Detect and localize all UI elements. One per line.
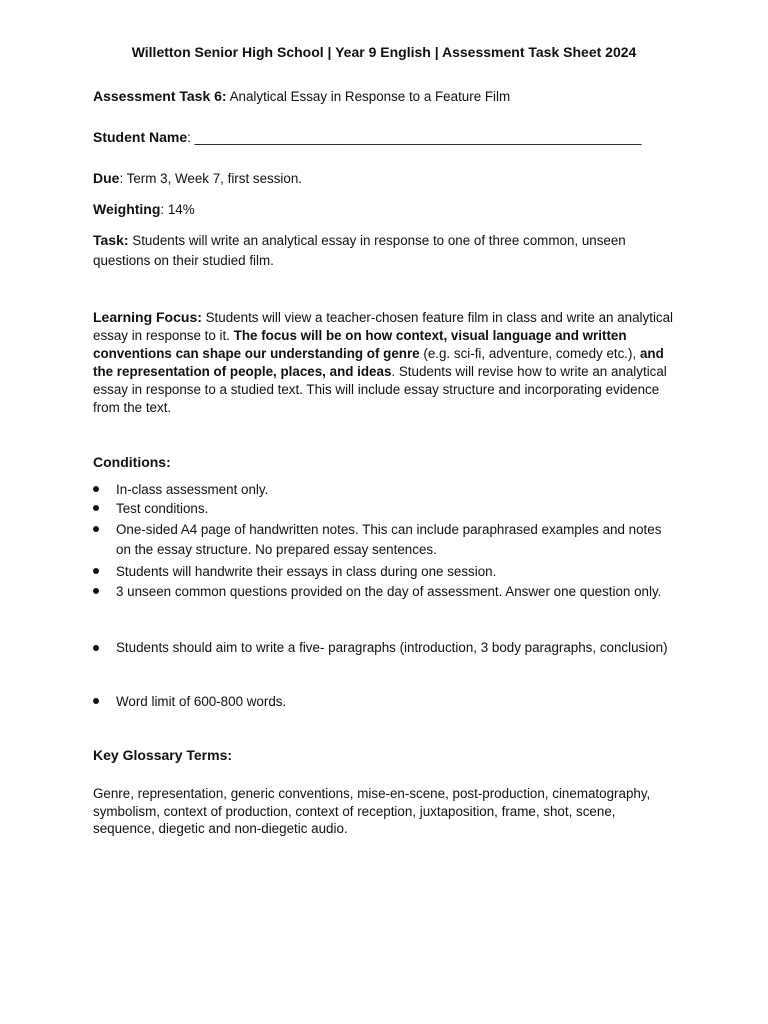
learning-focus-bold-2: and the representation of people, places, and ideas (93, 346, 664, 379)
conditions-heading (93, 453, 678, 472)
bullet-icon (93, 698, 99, 704)
learning-focus-label: Learning Focus: (93, 309, 202, 325)
document-header: Willetton Senior High School | Year 9 English | Assessment Task Sheet 2024 (131, 44, 637, 60)
learning-focus-text-3: . Students will revise how to write an analytical essay in response to a studied text. This will include essay structure and incorporating evidence from the text. (93, 364, 667, 415)
bullet-icon (93, 568, 99, 574)
student-name-line (93, 128, 678, 147)
weighting-value: : 14% (160, 202, 195, 217)
list-item-text: Test conditions. (116, 501, 209, 516)
weighting-label: Weighting (93, 201, 161, 217)
student-name-field: : ____________________________________________________________ (187, 130, 642, 145)
bullet-icon (93, 505, 99, 511)
list-item-text: Word limit of 600-800 words. (116, 694, 287, 709)
task-title-value: Analytical Essay in Response to a Feature Film (226, 89, 511, 104)
task-title-line (93, 87, 678, 106)
list-item-text: One-sided A4 page of handwritten notes. This can include paraphrased examples and notes on the essay structure. No prepared essay sentences. (116, 522, 662, 557)
weighting-line (93, 200, 678, 219)
due-value: : Term 3, Week 7, first session. (119, 171, 303, 186)
bullet-icon (93, 588, 99, 594)
learning-focus-text-2: (e.g. sci-fi, adventure, comedy etc.), (419, 346, 640, 361)
bullet-icon (93, 526, 99, 532)
glossary-heading (93, 746, 678, 765)
task-paragraph (93, 230, 678, 271)
learning-focus-text-1: Students will view a teacher-chosen feature film in class and write an analytical essay in response to it. (93, 310, 674, 343)
task-title-label: Assessment Task 6: (93, 88, 227, 104)
due-line (93, 169, 678, 188)
bullet-icon (93, 486, 99, 492)
list-item-text: Students will handwrite their essays in class during one session. (116, 564, 497, 579)
list-item-text: In-class assessment only. (116, 482, 269, 497)
list-item-text: 3 unseen common questions provided on the day of assessment. Answer one question only. (116, 584, 662, 599)
learning-focus-bold-1: The focus will be on how context, visual language and written conventions can shape our understanding of genre (93, 328, 627, 361)
list-item-text: Students should aim to write a five- paragraphs (introduction, 3 body paragraphs, conclusion) (116, 640, 668, 655)
student-name-label: Student Name (93, 129, 188, 145)
task-text: Students will write an analytical essay in response to one of three common, unseen questions on their studied film. (93, 233, 626, 268)
glossary-heading-text: Key Glossary Terms: (93, 747, 233, 763)
glossary-terms: Genre, representation, generic conventions, mise-en-scene, post-production, cinematography, symbolism, context of production, context of reception, juxtaposition, frame, shot, scene, sequence, diegetic and non-diegetic audio. (93, 786, 651, 836)
task-label: Task: (93, 232, 129, 248)
learning-focus-paragraph (93, 308, 678, 417)
bullet-icon (93, 645, 99, 651)
conditions-heading-text: Conditions: (93, 454, 171, 470)
due-label: Due (93, 170, 120, 186)
conditions-list (93, 480, 678, 720)
